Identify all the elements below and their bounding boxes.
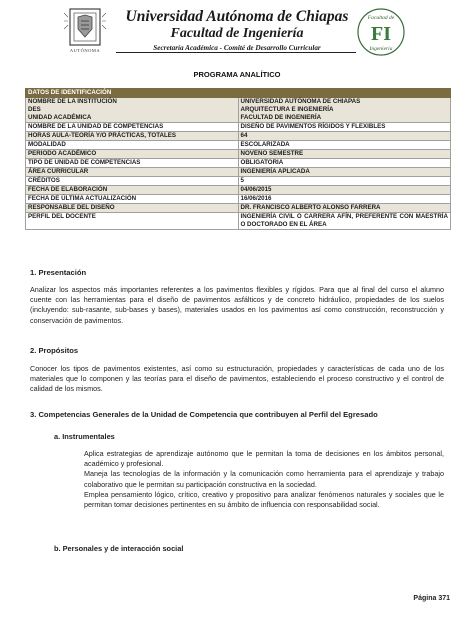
faculty-logo-line2: Ingeniería [369, 46, 393, 52]
table-header-row [26, 89, 451, 98]
row-value: DR. FRANCISCO ALBERTO ALONSO FARRERA [238, 204, 451, 213]
section-competencias-title: 3. Competencias Generales de la Unidad de Competencia que contribuyen al Perfil del Egresado [30, 410, 378, 419]
table-row [26, 195, 451, 204]
table-row [26, 141, 451, 150]
subsection-personales-title: b. Personales y de interacción social [54, 544, 184, 553]
row-value: 16/06/2016 [238, 195, 451, 204]
faculty-logo-line1: Facultad de [367, 15, 395, 21]
list-item: Aplica estrategias de aprendizaje autónomo que le permitan la toma de decisiones en los ámbitos personal, académico y profesional. [84, 449, 444, 469]
row-label: HORAS AULA-TEORÍA Y/O PRÁCTICAS, TOTALES [26, 132, 239, 141]
row-value: 64 [238, 132, 451, 141]
faculty-logo [356, 6, 406, 58]
section-presentacion-text: Analizar los aspectos más importantes referentes a los pavimentos flexibles y rígidos. Para que al final del curso el alumno cuente con las herramientas para el diseño de pavimentos asfálticos y de concreto hidráulico, propiedades de los suelos (incluyendo: sub-rasante, sub-bases y bases), materiales usados en los pavimentos así como construcción, reconstrucción y conservación de pavimentos. [30, 285, 444, 325]
page-number: Página 371 [413, 595, 450, 602]
row-value: UNIVERSIDAD AUTÓNOMA DE CHIAPAS ARQUITECTURA E INGENIERÍA FACULTAD DE INGENIERÍA [238, 98, 451, 123]
seal-caption: AUTÓNOMA [69, 48, 101, 53]
section-propositos-title: 2. Propósitos [30, 346, 79, 355]
row-label: PERIODO ACADÉMICO [26, 150, 239, 159]
list-item: Maneja las tecnologías de la información y la comunicación como herramienta para el aprendizaje y trabajo colaborativo que le permitan su participación constructiva en la sociedad. [84, 469, 444, 489]
row-label: TIPO DE UNIDAD DE COMPETENCIAS [26, 159, 239, 168]
row-value: INGENIERÍA CIVIL O CARRERA AFÍN, PREFERENTE CON MAESTRÍA O DOCTORADO EN EL ÁREA [238, 213, 451, 230]
instrumentales-list [84, 449, 444, 510]
table-row [26, 98, 451, 123]
table-row [26, 132, 451, 141]
row-value: 04/06/2015 [238, 186, 451, 195]
table-row [26, 150, 451, 159]
subsection-instrumentales-title: a. Instrumentales [54, 432, 115, 441]
row-label: NOMBRE DE LA UNIDAD DE COMPETENCIAS [26, 123, 239, 132]
table-row [26, 168, 451, 177]
row-label: PERFIL DEL DOCENTE [26, 213, 239, 230]
row-label: CRÉDITOS [26, 177, 239, 186]
row-value: 5 [238, 177, 451, 186]
table-row [26, 177, 451, 186]
university-title: Universidad Autónoma de Chiapas [125, 8, 349, 25]
row-label: NOMBRE DE LA INSTITUCIÓN DES UNIDAD ACADÉMICA [26, 98, 239, 123]
section-presentacion-title: 1. Presentación [30, 268, 87, 277]
row-label: ÁREA CURRICULAR [26, 168, 239, 177]
row-label: FECHA DE ÚLTIMA ACTUALIZACIÓN [26, 195, 239, 204]
header-rule [116, 52, 356, 53]
row-value: INGENIERÍA APLICADA [238, 168, 451, 177]
row-value: DISEÑO DE PAVIMENTOS RÍGIDOS Y FLEXIBLES [238, 123, 451, 132]
table-row [26, 186, 451, 195]
row-value: ESCOLARIZADA [238, 141, 451, 150]
row-label: RESPONSABLE DEL DISEÑO [26, 204, 239, 213]
section-propositos-text: Conocer los tipos de pavimentos existentes, así como su estructuración, propiedades y características de cada uno de los materiales que lo componen y las teorías para el diseño de pavimentos, estableciendo el proceso constructivo y el control de calidad de los mismos. [30, 364, 444, 394]
identification-table [25, 88, 451, 230]
table-row [26, 123, 451, 132]
table-heading: DATOS DE IDENTIFICACIÓN [26, 89, 451, 98]
row-label: MODALIDAD [26, 141, 239, 150]
row-value: OBLIGATORIA [238, 159, 451, 168]
list-item: Emplea pensamiento lógico, crítico, creativo y propositivo para analizar fenómenos naturales y sociales que le permitan tomar decisiones pertinentes en su ámbito de influencia con responsabilidad social. [84, 489, 444, 510]
row-label: FECHA DE ELABORACIÓN [26, 186, 239, 195]
faculty-logo-letters: FI [371, 23, 391, 45]
document-title: PROGRAMA ANALÍTICO [193, 70, 281, 79]
table-row [26, 204, 451, 213]
faculty-title: Facultad de Ingeniería [170, 26, 304, 41]
table-row [26, 159, 451, 168]
row-value: NOVENO SEMESTRE [238, 150, 451, 159]
table-row [26, 213, 451, 230]
secretariat-line: Secretaría Académica - Comité de Desarrollo Curricular [153, 44, 321, 52]
